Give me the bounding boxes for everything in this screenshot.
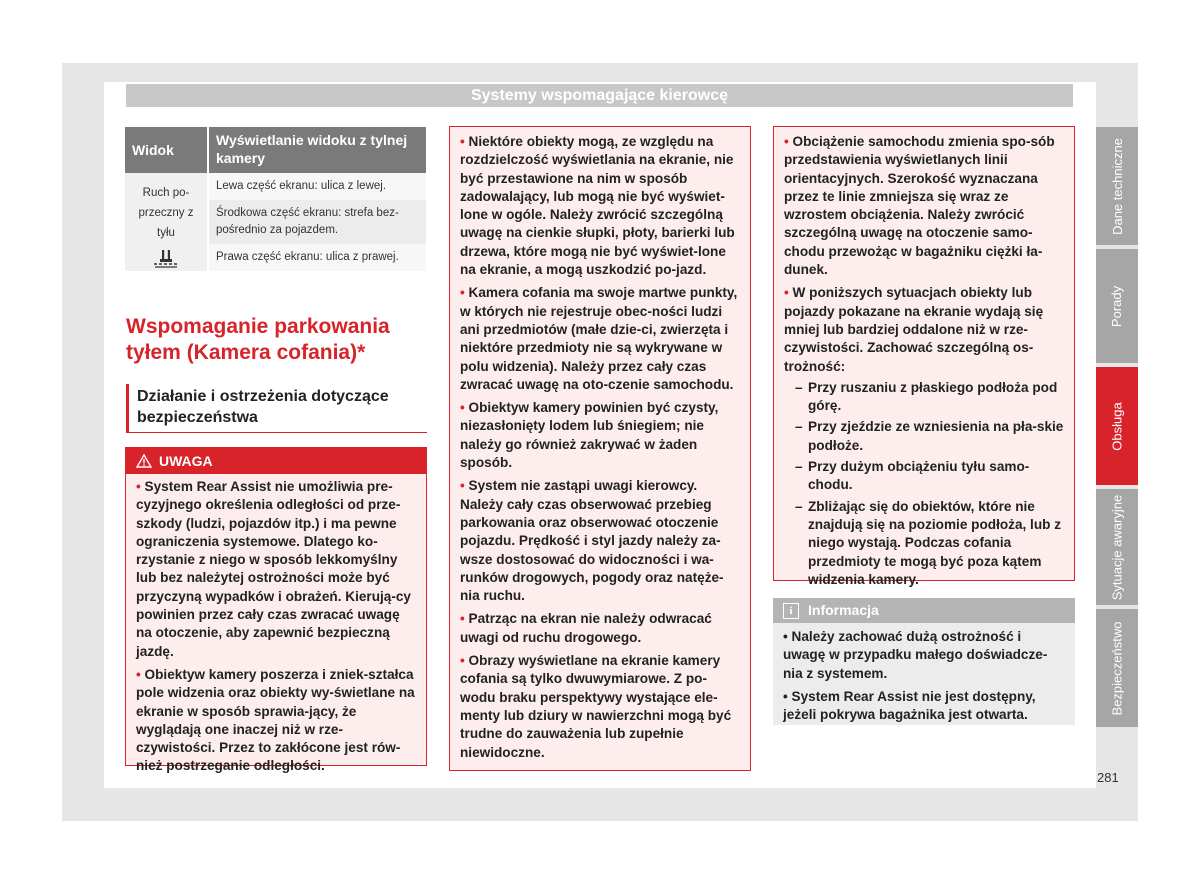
- list-item: – Przy zjeździe ze wzniesienia na pła-skie podłoże.: [795, 419, 1064, 453]
- warning-header: [126, 448, 426, 474]
- list-item: • W poniższych sytuacjach obiekty lub pojazdy pokazane na ekranie wydają się mniej lub bardziej oddalone niż w rze-czywistości. Zachować szczególną os-trożność:: [784, 285, 1044, 374]
- warning-box: [125, 447, 427, 774]
- view-description-cells: [207, 173, 426, 271]
- view-table: [125, 127, 426, 271]
- list-item: • Obiektyw kamery powinien być czysty, niezasłonięty lodem lub śniegiem; nie należy go również zakrywać w żaden sposób.: [460, 400, 719, 471]
- table-row: Prawa część ekranu: ulica z prawej.: [209, 244, 426, 271]
- display-column-header: Wyświetlanie widoku z tylnej kamery: [207, 127, 426, 173]
- list-item: • Obciążenie samochodu zmienia spo-sób przedstawienia wyświetlanych linii orientacyjnych. Szerokość wyznaczana przez te linie zmniejsza się wraz ze wzrostem obciążenia. Należy zwrócić szczególną uwagę na otoczenie samo-chodu przewożąc w bagażniku ciężki ła-dunek.: [784, 134, 1055, 278]
- tab-dane-techniczne[interactable]: Dane techniczne: [1096, 127, 1138, 245]
- tab-obsluga[interactable]: Obsługa: [1096, 367, 1138, 485]
- cross-traffic-camera-icon: [153, 249, 179, 269]
- page-number: 281: [1097, 770, 1119, 785]
- tab-porady[interactable]: Porady: [1096, 249, 1138, 363]
- list-item: • Obrazy wyświetlane na ekranie kamery cofania są tylko dwuwymiarowe. Z po-wodu braku perspektywy wystające ele-menty lub dziury w nawierzchni mogą być trudne do zauważenia lub zupełnie niewidoczne.: [460, 653, 732, 760]
- warning-label: UWAGA: [159, 453, 213, 469]
- view-table-header: [125, 127, 426, 173]
- view-table-body: [125, 173, 426, 271]
- tab-sytuacje-awaryjne[interactable]: Sytuacje awaryjne: [1096, 489, 1138, 605]
- view-mode-cell: [125, 173, 207, 271]
- info-box: [773, 598, 1075, 725]
- list-item: • System Rear Assist nie jest dostępny, jeżeli pokrywa bagażnika jest otwarta.: [783, 688, 1036, 723]
- warning-continuation-box: [449, 126, 751, 771]
- list-item: • System nie zastąpi uwagi kierowcy. Należy cały czas obserwować przebieg parkowania oraz obserwować otoczenie pojazdu. Prędkość i styl jazdy należy za-wsze dostosować do widoczności i wa-runków drogowych, pogody oraz natęże-nia ruchu.: [460, 478, 724, 604]
- view-column-header: Widok: [132, 142, 174, 158]
- section-header: Systemy wspomagające kierowcę: [126, 84, 1073, 107]
- view-mode-label-1: Ruch po-: [142, 187, 190, 199]
- section-subtitle: Działanie i ostrzeżenia dotyczące bezpieczeństwa: [126, 384, 427, 433]
- list-item: – Przy dużym obciążeniu tyłu samo-chodu.: [795, 459, 1030, 493]
- list-item: – Zbliżając się do obiektów, które nie znajdują się na poziomie podłoża, lub z niego wystają. Podczas cofania przedmioty te mogą być poza kątem widzenia kamery.: [795, 498, 1062, 587]
- table-row: Środkowa część ekranu: strefa bez-pośrednio za pojazdem.: [209, 200, 426, 244]
- table-row: Lewa część ekranu: ulica z lewej.: [209, 173, 426, 200]
- view-mode-label-3: tyłu: [157, 227, 175, 239]
- info-label: Informacja: [808, 602, 879, 618]
- warning-body: [126, 474, 426, 776]
- page-title: Wspomaganie parkowania tyłem (Kamera cofania)*: [126, 315, 390, 364]
- list-item: – Przy ruszaniu z płaskiego podłoża pod górę.: [795, 379, 1058, 414]
- warning-triangle-icon: [136, 454, 152, 468]
- list-item: • Należy zachować dużą ostrożność i uwagę w przypadku małego doświadcze-nia z systemem.: [783, 629, 1048, 681]
- info-header: [773, 598, 1075, 623]
- list-item: • Patrząc na ekran nie należy odwracać uwagi od ruchu drogowego.: [460, 611, 712, 645]
- list-item: • Kamera cofania ma swoje martwe punkty, w których nie rejestruje obec-ności ludzi ani przedmiotów (małe dzie-ci, zwierzęta i niektóre przedmioty nie są wykrywane w polu widzenia). Należy przez cały czas zwracać uwagę na oto-czenie samochodu.: [460, 285, 738, 392]
- info-icon: i: [783, 603, 799, 619]
- list-item: • System Rear Assist nie umożliwia pre-cyzyjnego określenia odległości od prze-szkody (ludzi, pojazdów itp.) i ma pewne ograniczenia systemowe. Dlatego ko-rzystanie z niego w sposób lekkomyślny lub bez należytej ostrożności może być przyczyną wypadków i obrażeń. Kierują-cy powinien przez cały czas zwracać uwagę na otoczenie, aby zapewnić bezpieczną jazdę.: [136, 479, 411, 659]
- list-item: • Obiektyw kamery poszerza i zniek-ształca pole widzenia oraz obiekty wy-świetlane na ekranie w sposób sprawia-jący, że wyglądają one inaczej niż w rze-czywistości. Przez to zakłócone jest rów-nież postrzeganie odległości.: [136, 666, 415, 774]
- view-mode-label-2: przeczny z: [138, 207, 194, 219]
- warning-continuation-box-2: [773, 126, 1075, 587]
- info-body: [773, 623, 1075, 724]
- tab-bezpieczenstwo[interactable]: Bezpieczeństwo: [1096, 609, 1138, 727]
- situation-list: [784, 379, 1066, 589]
- list-item: • Niektóre obiekty mogą, ze względu na rozdzielczość wyświetlania na ekranie, nie być przestawione na nim w sposób zadowalający, lub mogą nie być wyświet-lone w ogóle. Należy zwrócić szczególną uwagę na cienkie słupki, płoty, barierki lub drzewa, które mogą nie być wyświet-lone na ekranie, a mogą uszkodzić po-jazd.: [460, 134, 735, 278]
